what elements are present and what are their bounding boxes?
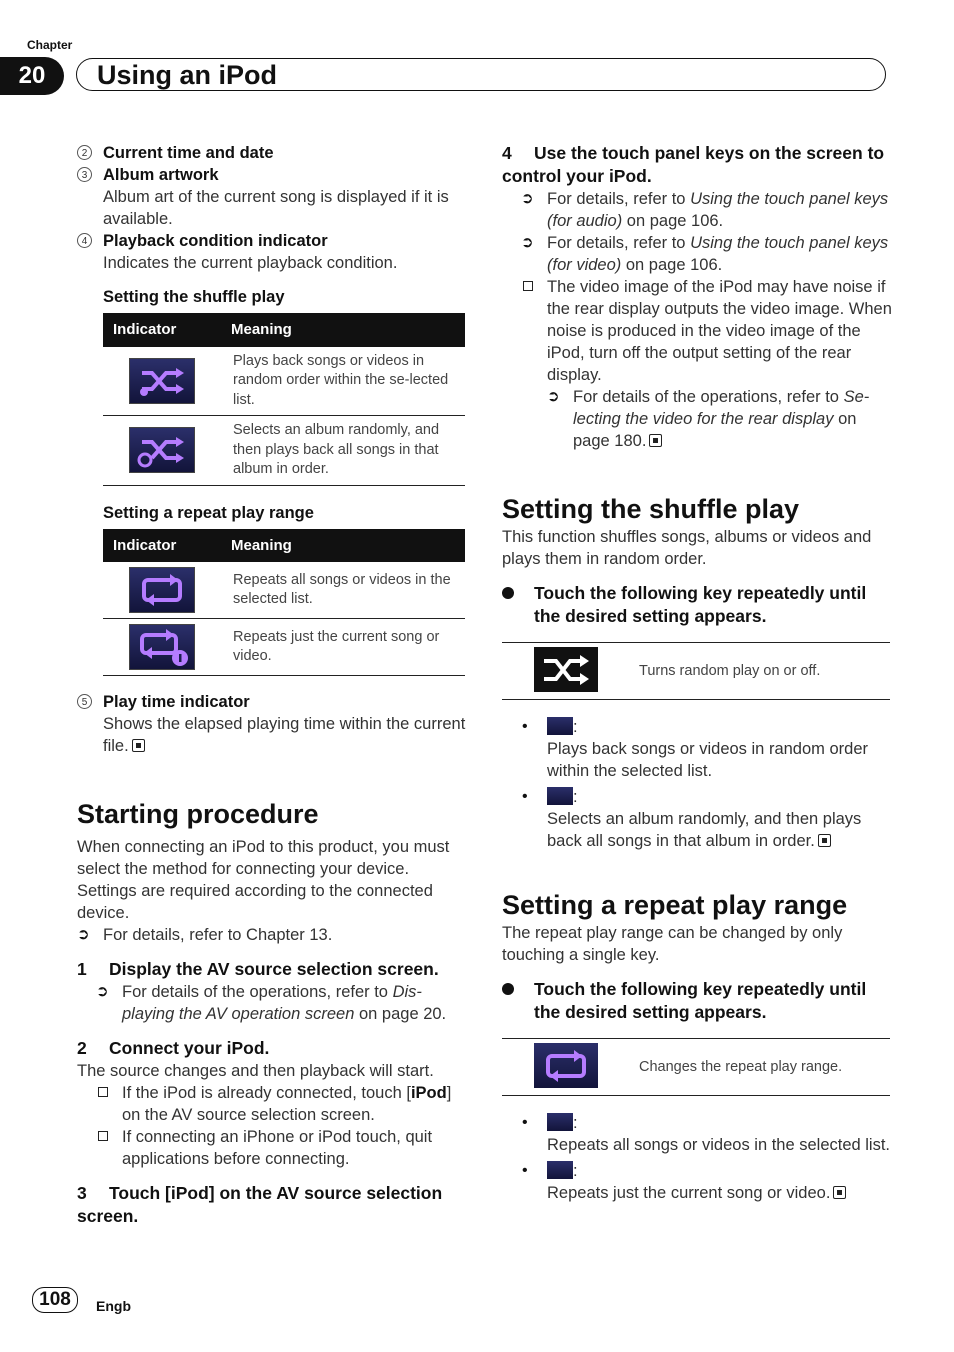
bullet-dot-icon xyxy=(502,587,514,599)
left-column xyxy=(77,142,467,1228)
right-column xyxy=(502,142,892,1204)
item-number: 4 xyxy=(77,233,92,248)
shuffle-songs-icon xyxy=(129,358,195,404)
chapter-ref: ➲ For details, refer to Chapter 13. xyxy=(77,926,333,944)
repeat-one-icon xyxy=(129,624,195,670)
meaning-text: Repeats all songs or videos in the selected list. xyxy=(221,562,465,619)
end-mark-icon xyxy=(649,434,662,447)
ref-audio: ➲ For details, refer to Using the touch panel keys (for audio) on page 106. xyxy=(521,190,889,230)
step-4: 4 Use the touch panel keys on the screen to control your iPod. xyxy=(502,143,885,186)
item-number: 2 xyxy=(77,145,92,160)
item-title: Playback condition indicator xyxy=(103,232,328,250)
repeat-instruction: Touch the following key repeatedly until the desired setting appears. xyxy=(502,978,892,1024)
shuffle-albums-mini-icon xyxy=(547,787,573,805)
legend-item-4 xyxy=(77,230,467,274)
shuffle-intro: This function shuffles songs, albums or videos and plays them in random order. xyxy=(502,528,872,568)
table-row xyxy=(103,416,465,486)
legend-item-2 xyxy=(77,142,467,164)
list-item: • : Repeats all songs or videos in the selected list. xyxy=(522,1114,891,1154)
arrow-icon: ➲ xyxy=(77,926,90,943)
shuffle-indicator-table xyxy=(103,313,465,486)
arrow-icon: ➲ xyxy=(521,234,534,251)
repeat-indicator-table xyxy=(103,529,465,677)
list-item: • : Plays back songs or videos in random order within the selected list. xyxy=(522,718,868,780)
item-desc: Album art of the current song is displayed if it is available. xyxy=(103,188,449,228)
shuffle-albums-icon xyxy=(129,427,195,473)
list-item: • : Selects an album randomly, and then plays back all songs in that album in order. xyxy=(522,788,862,850)
note-item: If connecting an iPhone or iPod touch, quit applications before connecting. xyxy=(77,1126,467,1170)
shuffle-key-icon[interactable] xyxy=(534,647,598,692)
repeat-intro: The repeat play range can be changed by only touching a single key. xyxy=(502,924,843,964)
shuffle-instruction: Touch the following key repeatedly until the desired setting appears. xyxy=(502,582,892,628)
table-row xyxy=(103,619,465,676)
step-3: 3 Touch [iPod] on the AV source selection screen. xyxy=(77,1183,443,1226)
note-item: The video image of the iPod may have noise if the rear display outputs the video image. When noise is produced in the video image of the iPod, turn off the output setting of the rear display. xyxy=(502,276,892,386)
col-meaning: Meaning xyxy=(221,313,465,347)
legend-item-5 xyxy=(77,691,467,757)
repeat-all-mini-icon xyxy=(547,1113,573,1131)
rear-display-ref: ➲ For details of the operations, refer to Se-lecting the video for the rear display on page 180. xyxy=(547,388,870,450)
legend-item-3 xyxy=(77,164,467,230)
bullet-icon: • xyxy=(522,718,528,735)
starting-procedure-heading: Starting procedure xyxy=(77,799,319,829)
language-code: Engb xyxy=(96,1298,131,1314)
item-number: 3 xyxy=(77,167,92,182)
table-row xyxy=(103,347,465,416)
ref-video: ➲ For details, refer to Using the touch panel keys (for video) on page 106. xyxy=(521,234,889,274)
note-item: If the iPod is already connected, touch [iPod] on the AV source selection screen. xyxy=(77,1082,467,1126)
item-title: Album artwork xyxy=(103,166,219,184)
repeat-key-icon[interactable] xyxy=(534,1043,598,1088)
bullet-icon: • xyxy=(522,1162,528,1179)
repeat-heading: Setting a repeat play range xyxy=(502,890,848,920)
bullet-icon: • xyxy=(522,1114,528,1131)
item-desc: Indicates the current playback condition. xyxy=(103,254,398,272)
shuffle-table-heading: Setting the shuffle play xyxy=(103,288,285,306)
arrow-icon: ➲ xyxy=(521,190,534,207)
item-number: 5 xyxy=(77,694,92,709)
chapter-title: Using an iPod xyxy=(97,60,278,90)
list-item: • : Repeats just the current song or video. xyxy=(502,1160,892,1204)
starting-intro: When connecting an iPod to this product, you must select the method for connecting your device. Settings are required according to the connected device. xyxy=(77,838,450,922)
bullet-icon: • xyxy=(522,788,528,805)
key-description: Turns random play on or off. xyxy=(639,663,821,679)
end-mark-icon xyxy=(818,834,831,847)
meaning-text: Repeats just the current song or video. xyxy=(221,619,465,676)
repeat-table-heading: Setting a repeat play range xyxy=(103,503,314,522)
note-box-icon xyxy=(523,281,533,291)
shuffle-songs-mini-icon xyxy=(547,717,573,735)
end-mark-icon xyxy=(132,739,145,752)
chapter-number: 20 xyxy=(0,57,64,95)
note-box-icon xyxy=(98,1087,108,1097)
item-title: Play time indicator xyxy=(103,693,250,711)
key-description: Changes the repeat play range. xyxy=(639,1059,843,1075)
note-box-icon xyxy=(98,1131,108,1141)
table-row xyxy=(103,562,465,619)
step2-desc: The source changes and then playback will start. xyxy=(77,1062,434,1080)
col-indicator: Indicator xyxy=(103,529,221,563)
end-mark-icon xyxy=(833,1186,846,1199)
step-1: 1 Display the AV source selection screen. xyxy=(77,959,439,979)
item-desc: Shows the elapsed playing time within the current file. xyxy=(103,715,466,755)
col-meaning: Meaning xyxy=(221,529,465,563)
repeat-all-icon xyxy=(129,567,195,613)
chapter-title-bar xyxy=(76,58,886,91)
repeat-one-mini-icon xyxy=(547,1161,573,1179)
step1-ref: ➲ For details of the operations, refer to Dis-playing the AV operation screen on page 20. xyxy=(96,983,447,1023)
page-number: 108 xyxy=(32,1287,78,1313)
bullet-dot-icon xyxy=(502,983,514,995)
shuffle-heading: Setting the shuffle play xyxy=(502,494,800,524)
shuffle-key-row xyxy=(502,642,890,700)
arrow-icon: ➲ xyxy=(96,983,109,1000)
step-2: 2 Connect your iPod. xyxy=(77,1038,270,1058)
meaning-text: Selects an album randomly, and then plays back all songs in that album in order. xyxy=(221,416,465,486)
arrow-icon: ➲ xyxy=(547,388,560,405)
item-title: Current time and date xyxy=(103,144,274,162)
chapter-label: Chapter xyxy=(27,38,73,52)
col-indicator: Indicator xyxy=(103,313,221,347)
meaning-text: Plays back songs or videos in random order within the se-lected list. xyxy=(221,347,465,416)
repeat-key-row xyxy=(502,1038,890,1096)
